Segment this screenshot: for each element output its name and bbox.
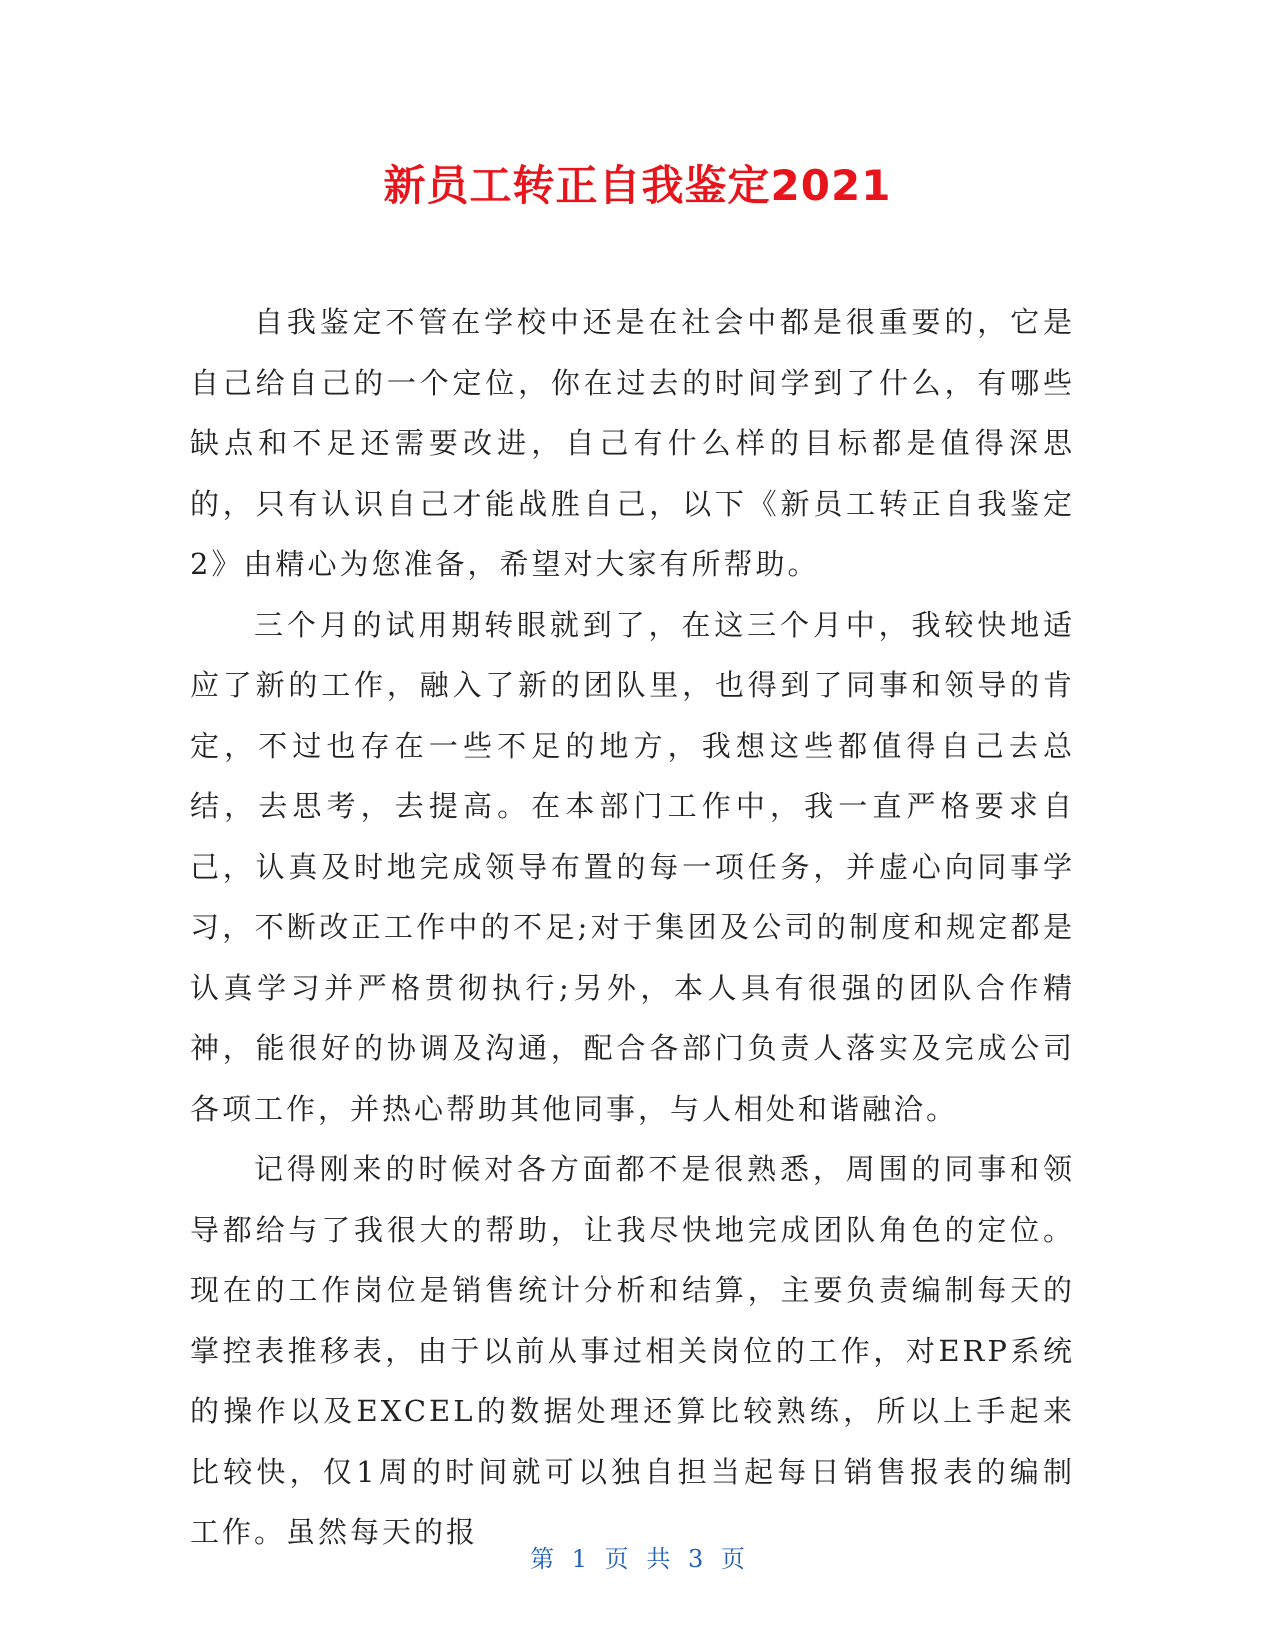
page-label-mid: 页 [604,1545,629,1573]
page-label-prefix: 第 [530,1545,555,1573]
paragraph-intro: 自我鉴定不管在学校中还是在社会中都是很重要的，它是自己给自己的一个定位，你在过去的时间学到了什么，有哪些缺点和不足还需要改进，自己有什么样的目标都是值得深思的，只有认识自己才能战胜自己，以下《新员工转正自我鉴定2》由精心为您准备，希望对大家有所帮助。 [190,305,1075,581]
document-title: 新员工转正自我鉴定2021 [383,161,892,210]
document-body [190,292,1075,1563]
total-label-prefix: 共 [646,1545,671,1573]
paragraph-probation: 三个月的试用期转眼就到了，在这三个月中，我较快地适应了新的工作，融入了新的团队里，也得到了同事和领导的肯定，不过也存在一些不足的地方，我想这些都值得自己去总结，去思考，去提高。在本部门工作中，我一直严格要求自己，认真及时地完成领导布置的每一项任务，并虚心向同事学习，不断改正工作中的不足;对于集团及公司的制度和规定都是认真学习并严格贯彻执行;另外，本人具有很强的团队合作精神，能很好的协调及沟通，配合各部门负责人落实及完成公司各项工作，并热心帮助其他同事，与人相处和谐融洽。 [190,607,1075,1126]
paragraph-work-role: 记得刚来的时候对各方面都不是很熟悉，周围的同事和领导都给与了我很大的帮助，让我尽快地完成团队角色的定位。现在的工作岗位是销售统计分析和结算，主要负责编制每天的掌控表推移表，由于以前从事过相关岗位的工作，对ERP系统的操作以及EXCEL的数据处理还算比较熟练，所以上手起来比较快，仅1周的时间就可以独自担当起每日销售报表的编制工作。虽然每天的报 [190,1152,1075,1549]
page-label-suffix: 页 [720,1545,745,1573]
current-page-number: 1 [571,1545,588,1573]
page-footer [0,1543,1275,1575]
total-page-number: 3 [687,1545,704,1573]
